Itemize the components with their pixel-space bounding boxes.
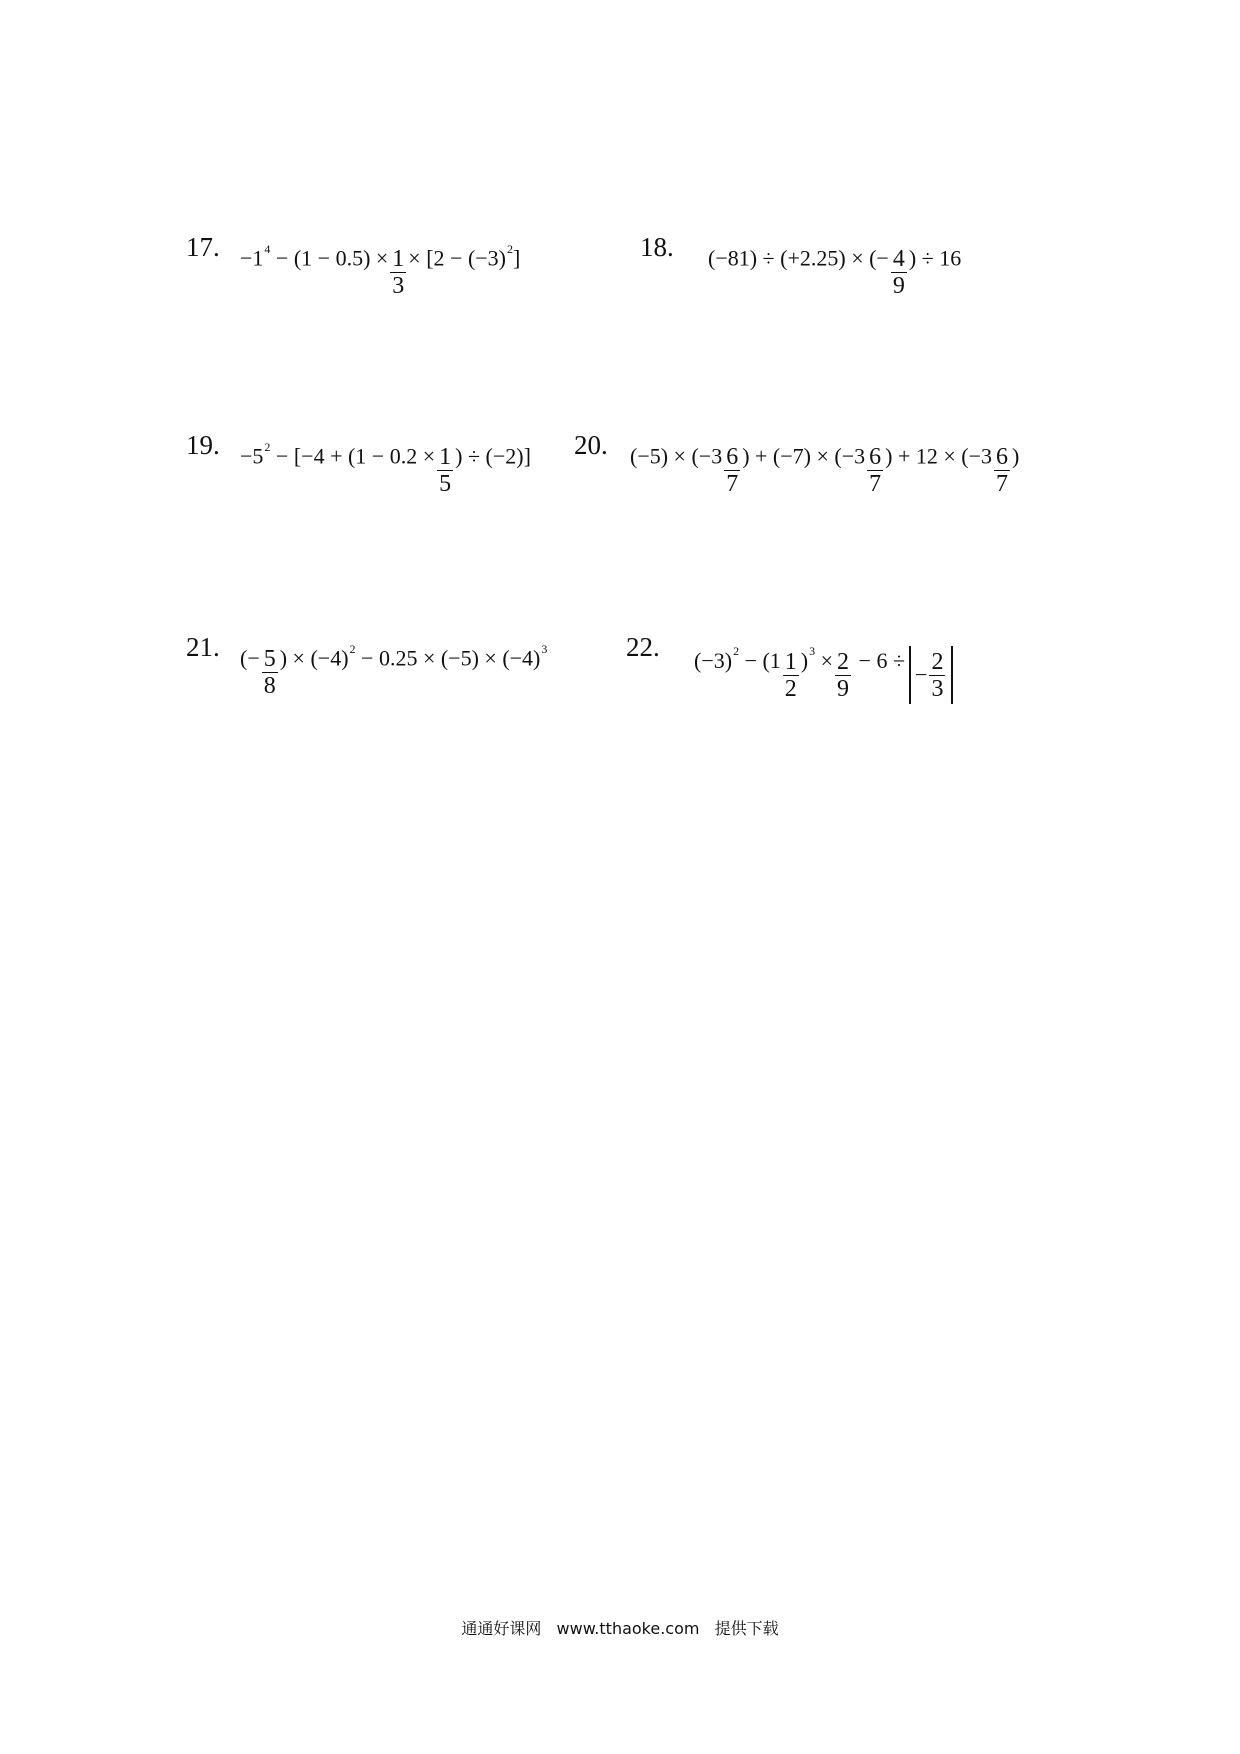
math-expression <box>240 632 548 699</box>
expression-text: (−5) × (−3 <box>630 443 723 469</box>
problem-number: 22. <box>626 632 660 662</box>
expression-text: ) + 12 × (−3 <box>885 443 993 469</box>
page-footer <box>0 1616 1240 1639</box>
exponent: 2 <box>507 241 513 256</box>
expression-text: ) × (−4) <box>279 645 349 671</box>
expression-text: ) <box>800 648 809 673</box>
exponent: 3 <box>809 644 816 658</box>
fraction <box>929 649 945 702</box>
problem-number: 20. <box>574 430 608 460</box>
expression-text: − 0.25 × (−5) × (−4) <box>355 645 541 671</box>
expression-text: − (1 − 0.5) × <box>270 245 389 271</box>
math-expression <box>240 232 521 299</box>
problem-number: 18. <box>640 232 674 262</box>
fraction-numerator: 1 <box>439 444 452 470</box>
exponent: 2 <box>349 641 356 656</box>
expression-text: (− <box>240 645 260 671</box>
exponent: 3 <box>541 641 548 656</box>
fraction-denominator: 8 <box>263 673 276 699</box>
fraction-denominator: 3 <box>931 675 944 702</box>
fraction <box>390 246 406 299</box>
fraction-numerator: 2 <box>837 648 850 675</box>
expression-text: − <box>915 662 928 687</box>
fraction-denominator: 7 <box>996 471 1009 497</box>
fraction <box>994 444 1010 497</box>
problem-number: 19. <box>186 430 220 460</box>
expression-text: ) ÷ (−2)] <box>455 443 531 469</box>
exponent: 2 <box>264 439 271 454</box>
fraction-numerator: 6 <box>996 444 1009 470</box>
fraction-numerator: 5 <box>263 646 276 672</box>
fraction-denominator: 3 <box>392 273 405 299</box>
footer-url[interactable]: www.tthaoke.com <box>556 1619 700 1638</box>
footer-suffix: 提供下载 <box>714 1619 779 1638</box>
problem-number: 17. <box>186 232 220 262</box>
fraction-denominator: 2 <box>784 675 797 702</box>
fraction-numerator: 2 <box>931 648 944 675</box>
fraction-numerator: 4 <box>892 246 905 272</box>
footer-site-name: 通通好课网 <box>461 1619 542 1638</box>
expression-text: × [2 − (−3) <box>408 245 506 271</box>
fraction <box>437 444 453 497</box>
exponent: 4 <box>264 241 271 256</box>
math-expression <box>708 232 962 299</box>
expression-text: ) ÷ 16 <box>908 245 962 271</box>
expression-text: −5 <box>240 443 264 469</box>
fraction-denominator: 9 <box>837 675 850 702</box>
absolute-value <box>909 646 953 704</box>
expression-text: − [−4 + (1 − 0.2 × <box>270 443 436 469</box>
expression-text: −1 <box>240 245 264 271</box>
expression-text: (−3) <box>694 648 733 673</box>
fraction <box>891 246 907 299</box>
fraction-numerator: 6 <box>869 444 882 470</box>
expression-text: − 6 ÷ <box>853 648 906 673</box>
fraction <box>783 649 799 702</box>
fraction-numerator: 1 <box>784 648 797 675</box>
expression-text: ) + (−7) × (−3 <box>742 443 866 469</box>
expression-text: ) <box>1012 443 1020 469</box>
fraction <box>835 649 851 702</box>
fraction <box>724 444 740 497</box>
exponent: 2 <box>733 644 740 658</box>
math-expression <box>630 430 1020 497</box>
expression-text: × <box>815 648 834 673</box>
fraction <box>262 646 278 699</box>
fraction-denominator: 9 <box>892 273 905 299</box>
fraction-denominator: 5 <box>439 471 452 497</box>
fraction-numerator: 1 <box>392 246 405 272</box>
fraction-denominator: 7 <box>869 471 882 497</box>
problem-number: 21. <box>186 632 220 662</box>
expression-text: ] <box>513 245 521 271</box>
expression-text: (−81) ÷ (+2.25) × (− <box>708 245 889 271</box>
fraction-denominator: 7 <box>726 471 739 497</box>
fraction <box>867 444 883 497</box>
math-expression <box>694 632 953 702</box>
fraction-numerator: 6 <box>726 444 739 470</box>
math-expression <box>240 430 531 497</box>
expression-text: − (1 <box>739 648 781 673</box>
